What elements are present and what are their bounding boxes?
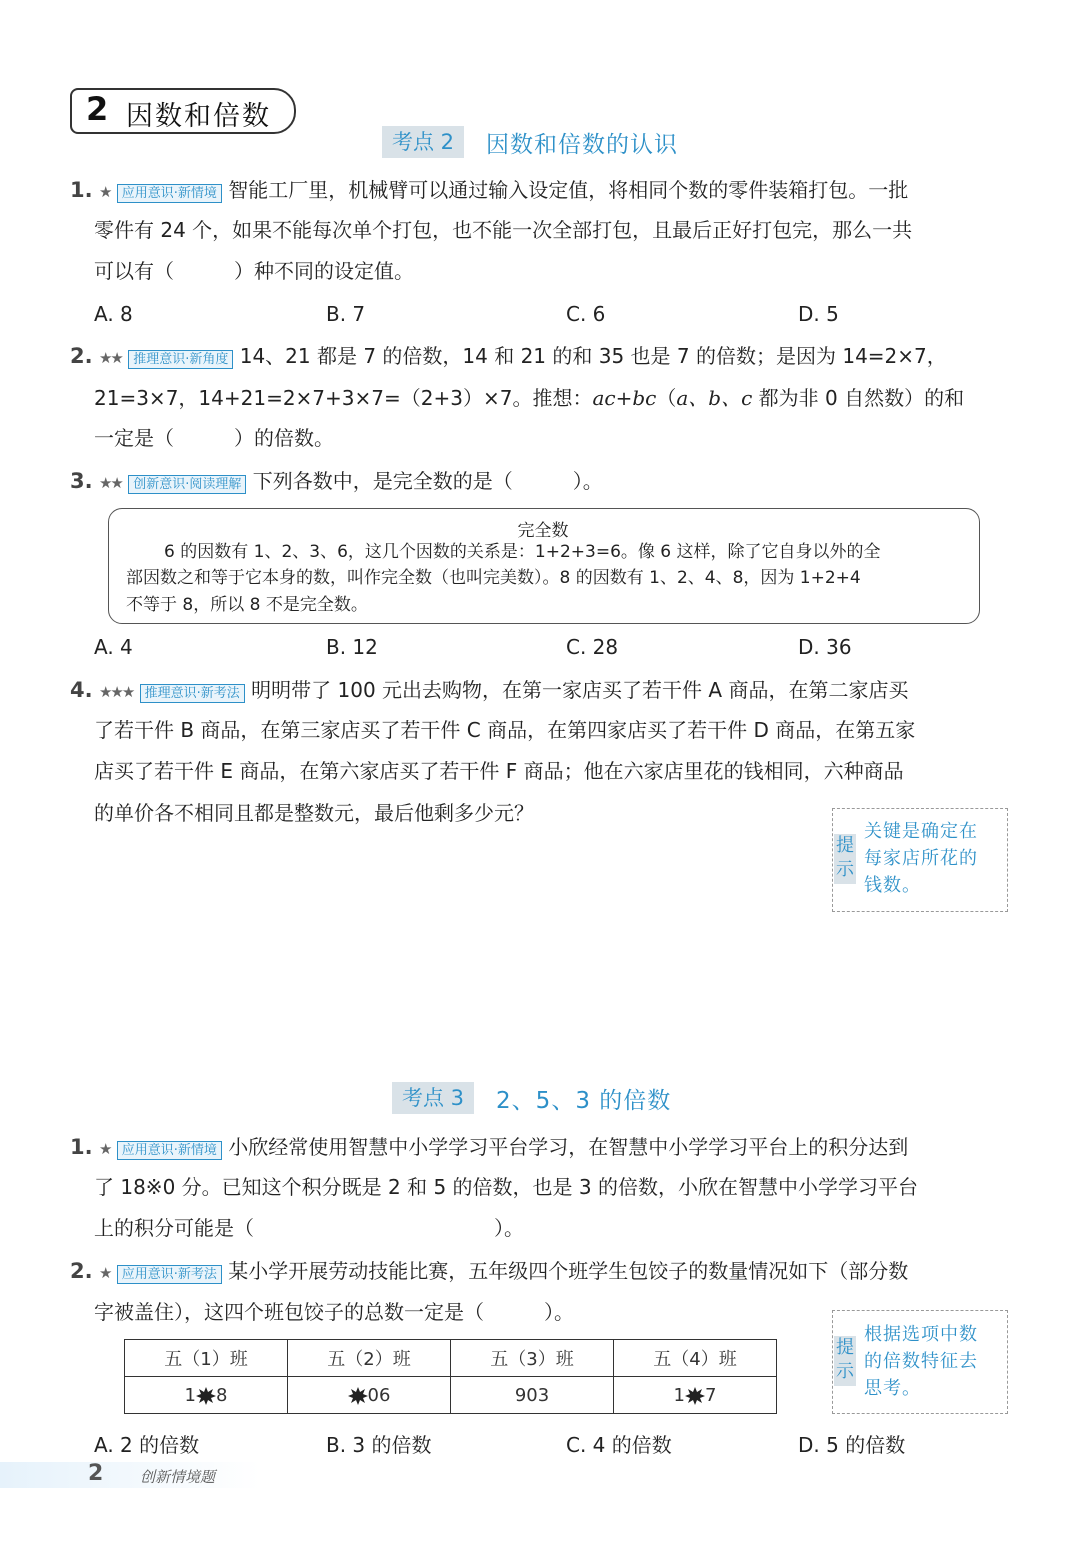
definition-title: 完全数 xyxy=(517,521,569,541)
hint-line3: 思考。 xyxy=(864,1378,921,1399)
question-number: 1. xyxy=(70,1135,93,1159)
s2-q1-line1 xyxy=(70,178,908,204)
hint-label: 提示 xyxy=(834,1336,856,1386)
question-tag: 推理意识·新角度 xyxy=(128,350,233,369)
table-cell xyxy=(451,1377,614,1414)
section-2-title: 因数和倍数的认识 xyxy=(486,131,679,158)
table-row xyxy=(125,1377,777,1414)
question-text: 都为非 0 自然数）的和 xyxy=(752,386,965,410)
ink-blot-icon xyxy=(348,1387,368,1405)
cell-digits: 1 xyxy=(184,1384,196,1406)
question-number: 3. xyxy=(70,469,93,493)
math-variables: a、b、c xyxy=(676,386,753,410)
s2-q2-line1 xyxy=(70,344,947,370)
s2-q3-option-d[interactable]: D. 36 xyxy=(798,635,852,659)
table-header-cell: 五（1）班 xyxy=(125,1340,288,1377)
question-tag: 应用意识·新情境 xyxy=(117,1141,222,1160)
s2-q4-line1 xyxy=(70,678,908,704)
cell-digits: 7 xyxy=(705,1384,717,1406)
difficulty-star-icon: ★★ xyxy=(98,474,122,492)
s3-q1-line3: 上的积分可能是（ ）。 xyxy=(94,1216,524,1240)
difficulty-star-icon: ★ xyxy=(98,1140,111,1158)
math-expression: ac+bc xyxy=(592,386,657,410)
hint-line2: 的倍数特征去 xyxy=(864,1351,978,1372)
hint-line2: 每家店所花的 xyxy=(864,848,978,869)
section-2-tag: 考点 2 xyxy=(382,126,464,158)
s2-q1-line3: 可以有（ ）种不同的设定值。 xyxy=(94,259,414,283)
table-header-row xyxy=(125,1340,777,1377)
question-text: 14、21 都是 7 的倍数，14 和 21 的和 35 也是 7 的倍数；是因为 14=2×7， xyxy=(239,344,947,368)
s3-q2-option-d[interactable]: D. 5 的倍数 xyxy=(798,1433,906,1457)
s3-q1-line2: 了 18※0 分。已知这个积分既是 2 和 5 的倍数，也是 3 的倍数，小欣在智慧中小学学习平台 xyxy=(94,1175,918,1199)
hint-label: 提示 xyxy=(834,834,856,884)
table-cell xyxy=(288,1377,451,1414)
s2-q1-option-c[interactable]: C. 6 xyxy=(566,302,606,326)
definition-line2: 部因数之和等于它本身的数，叫作完全数（也叫完美数）。8 的因数有 1、2、4、8，因为 1+2+4 xyxy=(126,568,861,588)
question-tag: 创新意识·阅读理解 xyxy=(128,475,246,494)
hint-line3: 钱数。 xyxy=(864,875,921,896)
s2-q1-option-d[interactable]: D. 5 xyxy=(798,302,839,326)
section-3-header xyxy=(392,1082,671,1114)
footer-bar xyxy=(0,1462,260,1488)
question-number: 1. xyxy=(70,178,93,202)
cell-digits: 1 xyxy=(673,1384,685,1406)
table-cell xyxy=(125,1377,288,1414)
page-number: 2 xyxy=(88,1461,104,1486)
difficulty-star-icon: ★★★ xyxy=(98,683,134,701)
section-2-header xyxy=(382,126,678,158)
question-tag: 应用意识·新考法 xyxy=(117,1265,222,1284)
chapter-number: 2 xyxy=(86,90,109,128)
cell-digits: 903 xyxy=(514,1384,550,1406)
table-cell xyxy=(614,1377,777,1414)
s2-q4-line4: 的单价各不相同且都是整数元，最后他剩多少元？ xyxy=(94,801,534,825)
table-header-cell: 五（3）班 xyxy=(451,1340,614,1377)
section-3-tag: 考点 3 xyxy=(392,1082,474,1114)
question-number: 2. xyxy=(70,1259,93,1283)
hint-line1: 根据选项中数 xyxy=(864,1324,978,1345)
difficulty-star-icon: ★★ xyxy=(98,349,122,367)
question-text: 智能工厂里，机械臂可以通过输入设定值，将相同个数的零件装箱打包。一批 xyxy=(228,178,909,202)
ink-blot-icon xyxy=(196,1387,216,1405)
question-text: 明明带了 100 元出去购物，在第一家店买了若干件 A 商品，在第二家店买 xyxy=(251,678,909,702)
s3-q2-line1 xyxy=(70,1259,908,1285)
s3-q2-option-c[interactable]: C. 4 的倍数 xyxy=(566,1433,672,1457)
s3-q2-option-a[interactable]: A. 2 的倍数 xyxy=(94,1433,200,1457)
s3-q2-option-b[interactable]: B. 3 的倍数 xyxy=(326,1433,432,1457)
question-text: 小欣经常使用智慧中小学学习平台学习，在智慧中小学学习平台上的积分达到 xyxy=(228,1135,909,1159)
question-tag: 推理意识·新考法 xyxy=(140,684,245,703)
question-tag: 应用意识·新情境 xyxy=(117,184,222,203)
difficulty-star-icon: ★ xyxy=(98,1264,111,1282)
hint-line1: 关键是确定在 xyxy=(864,821,978,842)
s2-q3-line1 xyxy=(70,469,603,495)
dumpling-table xyxy=(124,1339,777,1414)
paren-open: （ xyxy=(656,386,677,410)
table-header-cell: 五（2）班 xyxy=(288,1340,451,1377)
difficulty-star-icon: ★ xyxy=(98,183,111,201)
table-header-cell: 五（4）班 xyxy=(614,1340,777,1377)
question-number: 4. xyxy=(70,678,93,702)
question-text: 21=3×7，14+21=2×7+3×7=（2+3）×7。推想： xyxy=(94,386,593,410)
chapter-title: 因数和倍数 xyxy=(126,101,271,132)
s2-q1-option-a[interactable]: A. 8 xyxy=(94,302,133,326)
cell-digits: 8 xyxy=(216,1384,228,1406)
s2-q3-option-b[interactable]: B. 12 xyxy=(326,635,378,659)
ink-blot-icon xyxy=(685,1387,705,1405)
s3-q1-line1 xyxy=(70,1135,908,1161)
question-text: 下列各数中，是完全数的是（ ）。 xyxy=(252,469,603,493)
s2-q3-option-a[interactable]: A. 4 xyxy=(94,635,133,659)
s2-q2-line3: 一定是（ ）的倍数。 xyxy=(94,426,334,450)
s2-q1-line2: 零件有 24 个，如果不能每次单个打包，也不能一次全部打包，且最后正好打包完，那么一共 xyxy=(94,218,913,242)
cell-digits: 06 xyxy=(367,1384,391,1406)
footer-title: 创新情境题 xyxy=(140,1468,216,1486)
s2-q1-option-b[interactable]: B. 7 xyxy=(326,302,366,326)
s2-q2-line2 xyxy=(94,386,964,410)
s2-q3-option-c[interactable]: C. 28 xyxy=(566,635,619,659)
section-3-title: 2、5、3 的倍数 xyxy=(496,1087,672,1114)
s2-q4-line2: 了若干件 B 商品，在第三家店买了若干件 C 商品，在第四家店买了若干件 D 商品，在第五家 xyxy=(94,718,916,742)
definition-line1: 6 的因数有 1、2、3、6，这几个因数的关系是：1+2+3=6。像 6 这样，除了它自身以外的全 xyxy=(164,542,881,562)
question-text: 某小学开展劳动技能比赛，五年级四个班学生包饺子的数量情况如下（部分数 xyxy=(228,1259,909,1283)
definition-line3: 不等于 8，所以 8 不是完全数。 xyxy=(126,595,368,615)
question-number: 2. xyxy=(70,344,93,368)
s2-q4-line3: 店买了若干件 E 商品，在第六家店买了若干件 F 商品；他在六家店里花的钱相同，六种商品 xyxy=(94,759,904,783)
s3-q2-line2: 字被盖住），这四个班包饺子的总数一定是（ ）。 xyxy=(94,1300,574,1324)
